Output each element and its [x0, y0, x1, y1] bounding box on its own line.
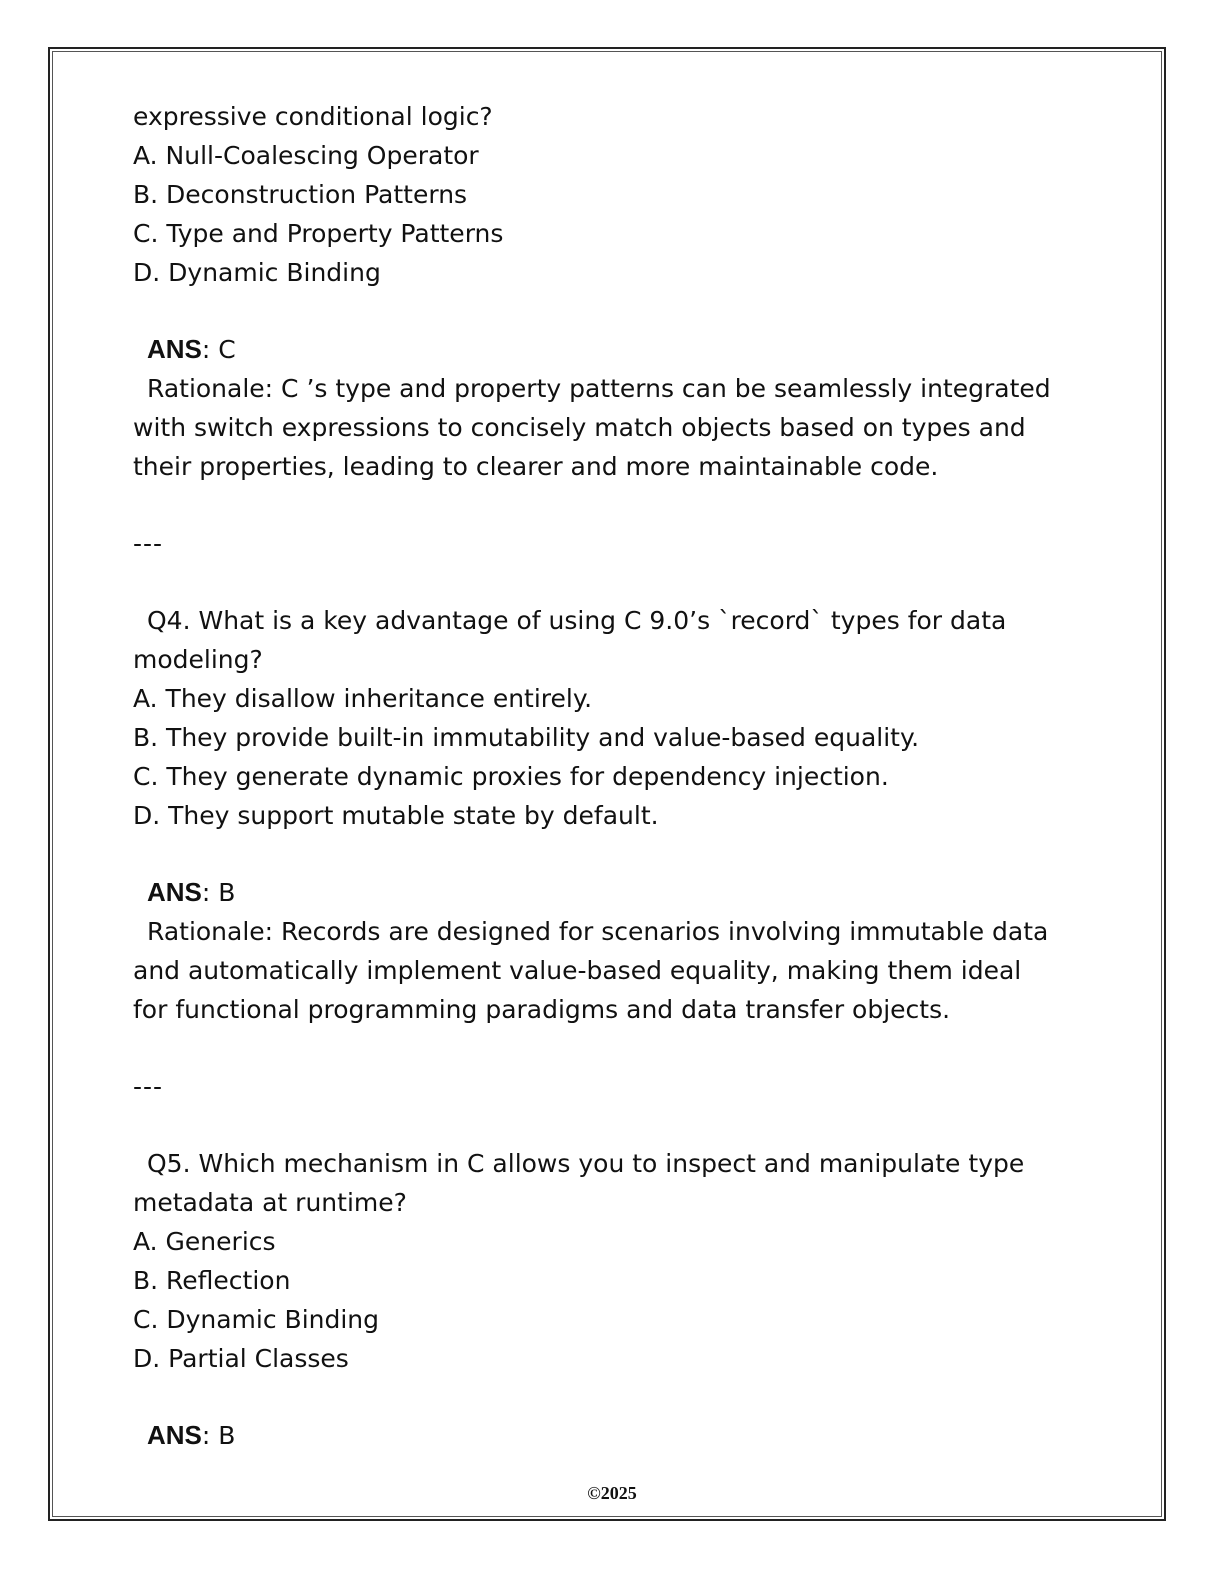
q3-option-b: B. Deconstruction Patterns — [133, 180, 468, 209]
q5-question-line-1: Q5. Which mechanism in C allows you to inspect and manipulate type — [147, 1149, 1025, 1178]
q3-option-c: C. Type and Property Patterns — [133, 219, 504, 248]
q5-answer-value: : B — [201, 1421, 236, 1450]
q4-rationale-line-2: and automatically implement value-based equality, making them ideal — [133, 956, 1022, 985]
q3-option-d: D. Dynamic Binding — [133, 258, 381, 287]
q5-question-line-2: metadata at runtime? — [133, 1188, 407, 1217]
q4-rationale-line-3: for functional programming paradigms and data transfer objects. — [133, 995, 951, 1024]
q5-option-a: A. Generics — [133, 1227, 276, 1256]
q4-option-b: B. They provide built-in immutability and value-based equality. — [133, 723, 920, 752]
q4-answer — [133, 873, 1093, 912]
q4-question-line-1: Q4. What is a key advantage of using C 9.0’s `record` types for data — [147, 606, 1007, 635]
q5-answer-label: ANS — [147, 1420, 202, 1450]
q3-answer-label: ANS — [147, 334, 202, 364]
q4-option-d: D. They support mutable state by default. — [133, 801, 659, 830]
q4-option-c: C. They generate dynamic proxies for dependency injection. — [133, 762, 889, 791]
q4-answer-label: ANS — [147, 877, 202, 907]
q3-option-a: A. Null-Coalescing Operator — [133, 141, 479, 170]
q5-answer — [133, 1416, 1093, 1455]
question-3-end: expressive conditional logic? — [133, 102, 493, 131]
separator: --- — [133, 529, 164, 558]
q5-option-c: C. Dynamic Binding — [133, 1305, 380, 1334]
q4-answer-value: : B — [201, 878, 236, 907]
q3-rationale-line-3: their properties, leading to clearer and more maintainable code. — [133, 452, 939, 481]
q4-rationale-line-1: Rationale: Records are designed for scenarios involving immutable data — [147, 917, 1049, 946]
q5-option-b: B. Reflection — [133, 1266, 291, 1295]
q4-question-line-2: modeling? — [133, 645, 263, 674]
q4-option-a: A. They disallow inheritance entirely. — [133, 684, 593, 713]
document-body — [133, 97, 1093, 1455]
q3-rationale-line-2: with switch expressions to concisely match objects based on types and — [133, 413, 1026, 442]
q3-answer-value: : C — [201, 335, 236, 364]
q3-answer — [133, 330, 1093, 369]
separator: --- — [133, 1072, 164, 1101]
q5-option-d: D. Partial Classes — [133, 1344, 349, 1373]
q3-rationale-line-1: Rationale: C ’s type and property patterns can be seamlessly integrated — [147, 374, 1051, 403]
copyright-footer: ©2025 — [587, 1483, 637, 1503]
